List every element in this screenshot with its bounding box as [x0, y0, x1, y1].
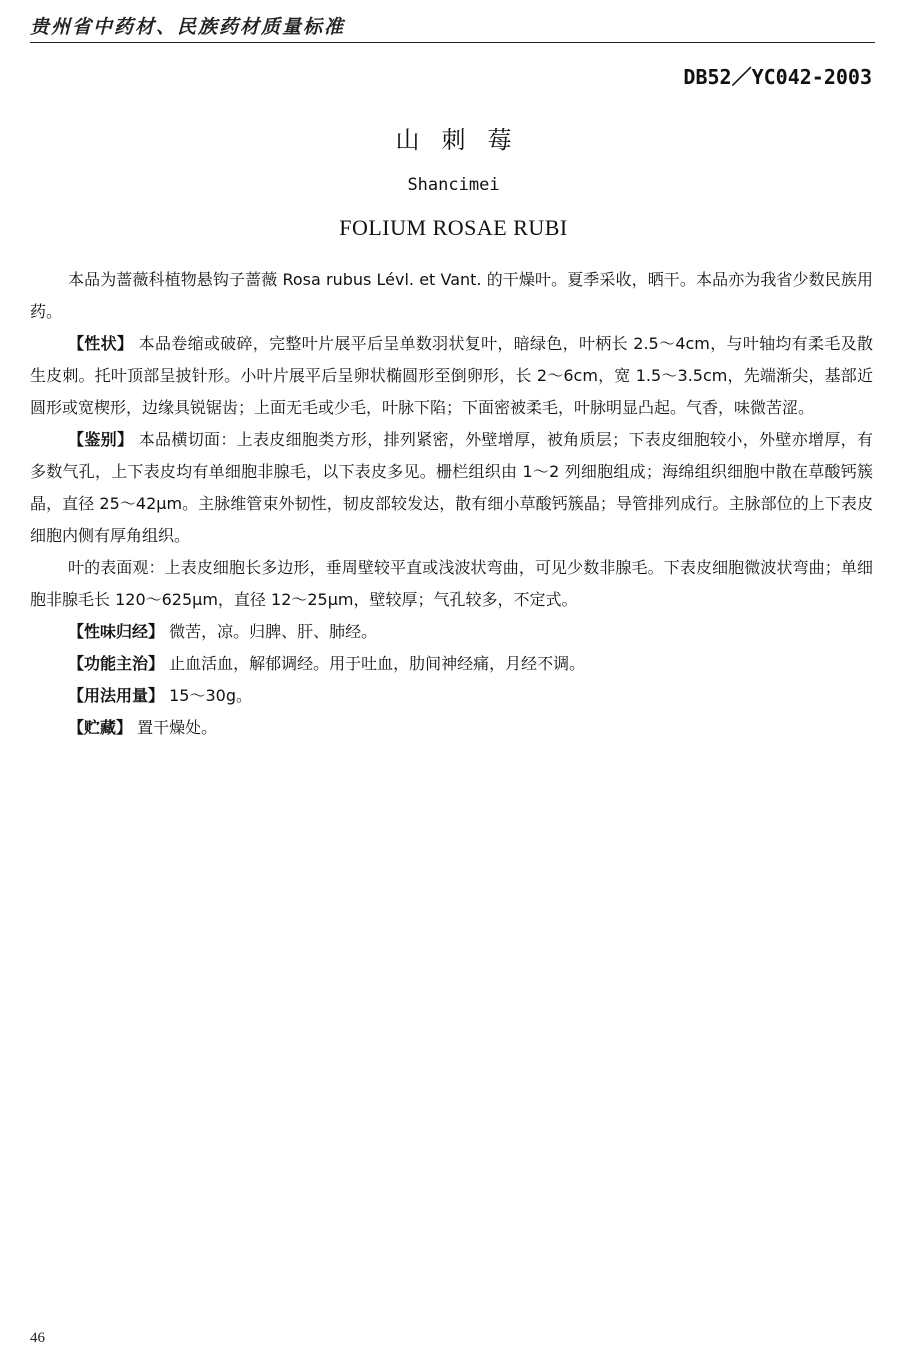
running-header-title: 贵州省中药材、民族药材质量标准 — [30, 16, 346, 38]
section-surface-view — [30, 552, 873, 616]
section-text: 微苦，凉。归脾、肝、肺经。 — [169, 622, 378, 641]
standard-code: DB52／YC042-2003 — [683, 65, 872, 89]
section-text: 15～30g。 — [169, 686, 252, 705]
section-text: 叶的表面观：上表皮细胞长多边形，垂周壁较平直或浅波状弯曲，可见少数非腺毛。下表皮细胞微波状弯曲；单细胞非腺毛长 120～625μm，直径 12～25μm，壁较厚；气孔较多，不定式。 — [30, 558, 873, 609]
section-functions — [30, 648, 873, 680]
document-body — [30, 264, 873, 744]
page-number: 46 — [30, 1330, 45, 1346]
title-pinyin: Shancimei — [407, 175, 500, 195]
title-latin: FOLIUM ROSAE RUBI — [339, 215, 568, 240]
section-label: 【性味归经】 — [68, 622, 165, 641]
section-text: 置干燥处。 — [137, 718, 218, 737]
section-text: 本品卷缩或破碎，完整叶片展平后呈单数羽状复叶，暗绿色，叶柄长 2.5～4cm，与叶轴均有柔毛及散生皮刺。托叶顶部呈披针形。小叶片展平后呈卵状椭圆形至倒卵形，长 2～6cm，宽 1.5～3.5cm，先端渐尖，基部近圆形或宽楔形，边缘具锐锯齿；上面无毛或少毛，叶脉下陷；下面密被柔毛，叶脉明显凸起。气香，味微苦涩。 — [30, 334, 873, 417]
header-rule — [30, 42, 875, 43]
section-label: 【功能主治】 — [68, 654, 165, 673]
section-nature-meridian — [30, 616, 873, 648]
section-label: 【鉴别】 — [68, 430, 134, 449]
section-identification — [30, 424, 873, 552]
section-label: 【用法用量】 — [68, 686, 165, 705]
section-text: 本品横切面：上表皮细胞类方形，排列紧密，外壁增厚，被角质层；下表皮细胞较小，外壁亦增厚，有多数气孔，上下表皮均有单细胞非腺毛，以下表皮多见。栅栏组织由 1～2 列细胞组成；海绵组织细胞中散在草酸钙簇晶，直径 25～42μm。主脉维管束外韧性，韧皮部较发达，散有细小草酸钙簇晶；导管排列成行。主脉部位的上下表皮细胞内侧有厚角组织。 — [30, 430, 873, 545]
section-description — [30, 328, 873, 424]
section-dosage — [30, 680, 873, 712]
section-label: 【贮藏】 — [68, 718, 133, 737]
section-text: 止血活血，解郁调经。用于吐血，肋间神经痛，月经不调。 — [169, 654, 586, 673]
section-label: 【性状】 — [68, 334, 134, 353]
section-storage — [30, 712, 873, 744]
title-chinese: 山刺莓 — [395, 126, 534, 154]
intro-paragraph: 本品为蔷薇科植物悬钩子蔷薇 Rosa rubus Lévl. et Vant. 的干燥叶。夏季采收，晒干。本品亦为我省少数民族用药。 — [30, 270, 873, 321]
